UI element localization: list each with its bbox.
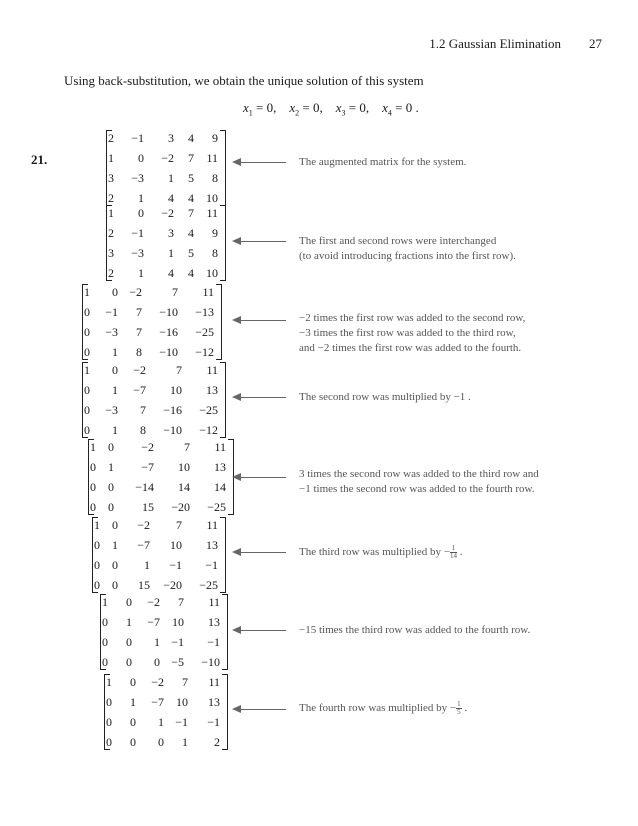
matrix-cell: 11 [208, 675, 220, 689]
matrix-cell: 1 [106, 675, 112, 689]
matrix-cell: −25 [199, 578, 218, 592]
step-annotation [299, 155, 466, 170]
matrix-cell: −1 [205, 558, 218, 572]
matrix-cell: 10 [176, 695, 188, 709]
matrix-cell: −2 [161, 151, 174, 165]
matrix-cell: 11 [206, 518, 218, 532]
matrix-cell: 4 [168, 191, 174, 205]
step-annotation [299, 234, 516, 264]
step-annotation [299, 311, 525, 356]
annotation-line: The augmented matrix for the system. [299, 156, 467, 168]
matrix-cell: 0 [108, 440, 114, 454]
augmented-matrix [92, 515, 226, 595]
annotation-line: 3 times the second row was added to the third row and [299, 468, 539, 480]
matrix-cell: 0 [84, 305, 90, 319]
matrix-cell: 1 [112, 345, 118, 359]
section-title: 1.2 Gaussian Elimination [429, 36, 561, 51]
annotation-line: The fourth row was multiplied by − $\frac{1}{5}$ . [299, 700, 468, 716]
matrix-cell: 1 [84, 285, 90, 299]
matrix-cell: −12 [199, 423, 218, 437]
matrix-cell: −5 [171, 655, 184, 669]
matrix-cell: 11 [214, 440, 226, 454]
matrix-cell: 11 [206, 151, 218, 165]
matrix-cell: 1 [138, 191, 144, 205]
matrix-cell: 0 [138, 206, 144, 220]
matrix-cell: 0 [94, 558, 100, 572]
matrix-cell: 0 [112, 558, 118, 572]
matrix-cell: −2 [161, 206, 174, 220]
matrix-cell: 9 [212, 131, 218, 145]
matrix-cell: 4 [188, 226, 194, 240]
matrix-cell: 10 [170, 538, 182, 552]
matrix-cell: 0 [130, 675, 136, 689]
matrix-cell: −1 [175, 715, 188, 729]
matrix-cell: 7 [184, 440, 190, 454]
matrix-cell: −25 [199, 403, 218, 417]
matrix-cell: −25 [207, 500, 226, 514]
step-annotation [299, 545, 463, 560]
solution-term: $x_1 = 0$, [243, 100, 277, 118]
matrix-cell: −7 [137, 538, 150, 552]
annotation-line: −2 times the first row was added to the second row, [299, 312, 526, 324]
matrix-cell: 7 [136, 305, 142, 319]
matrix-cell: 1 [90, 440, 96, 454]
matrix-cell: −1 [131, 226, 144, 240]
matrix-cell: 8 [136, 345, 142, 359]
matrix-cell: 0 [130, 715, 136, 729]
matrix-cell: 11 [208, 595, 220, 609]
matrix-cell: 0 [90, 480, 96, 494]
matrix-cell: 7 [140, 403, 146, 417]
matrix-cell: 0 [106, 735, 112, 749]
augmented-matrix [82, 360, 226, 440]
solution-term: $x_3 = 0$, [335, 100, 370, 118]
matrix-cell: 1 [144, 558, 150, 572]
intro-text: Using back-substitution, we obtain the unique solution of this system [64, 73, 424, 88]
matrix-cell: 7 [178, 595, 184, 609]
matrix-cell: −7 [147, 615, 160, 629]
matrix-cell: 7 [182, 675, 188, 689]
matrix-cell: 4 [168, 266, 174, 280]
annotation-line: −15 times the third row was added to the fourth row. [299, 624, 531, 636]
matrix-cell: −1 [169, 558, 182, 572]
solution-term: $x_2 = 0$, [289, 100, 323, 118]
matrix-cell: −25 [195, 325, 214, 339]
augmented-matrix [106, 203, 226, 283]
matrix-cell: 1 [84, 363, 90, 377]
annotation-line: The first and second rows were interchanged [299, 235, 497, 247]
augmented-matrix [100, 592, 228, 672]
matrix-cell: 0 [138, 151, 144, 165]
page-number: 27 [589, 36, 602, 51]
matrix-cell: −3 [105, 325, 118, 339]
matrix-cell: −10 [201, 655, 220, 669]
solution-term: $x_4 = 0$ . [382, 100, 419, 118]
matrix-cell: 4 [188, 131, 194, 145]
matrix-cell: 0 [84, 423, 90, 437]
annotation-line: −1 times the second row was added to the fourth row. [299, 483, 535, 495]
matrix-cell: 5 [188, 171, 194, 185]
matrix-cell: −2 [133, 363, 146, 377]
augmented-matrix [106, 128, 226, 208]
solution-line [243, 100, 419, 118]
matrix-cell: 0 [108, 500, 114, 514]
matrix-cell: 7 [176, 518, 182, 532]
matrix-cell: 13 [208, 615, 220, 629]
matrix-cell: −12 [195, 345, 214, 359]
matrix-cell: 10 [206, 266, 218, 280]
matrix-cell: −20 [163, 578, 182, 592]
matrix-cell: 14 [214, 480, 226, 494]
matrix-cell: 1 [168, 171, 174, 185]
matrix-cell: −1 [171, 635, 184, 649]
matrix-cell: 4 [188, 266, 194, 280]
fraction: $\frac{1}{14}$ [450, 544, 458, 560]
matrix-cell: 1 [138, 266, 144, 280]
augmented-matrix [82, 282, 222, 362]
matrix-cell: 3 [108, 171, 114, 185]
matrix-cell: 13 [206, 538, 218, 552]
matrix-cell: 0 [94, 578, 100, 592]
matrix-cell: 11 [202, 285, 214, 299]
matrix-cell: 1 [182, 735, 188, 749]
matrix-cell: −7 [133, 383, 146, 397]
running-header [429, 36, 602, 52]
matrix-cell: 10 [172, 615, 184, 629]
matrix-cell: 2 [108, 191, 114, 205]
step-annotation [299, 701, 467, 716]
matrix-cell: 1 [108, 460, 114, 474]
matrix-cell: 0 [84, 325, 90, 339]
matrix-cell: 0 [112, 518, 118, 532]
problem-number: 21. [31, 152, 48, 167]
matrix-cell: −1 [207, 635, 220, 649]
matrix-cell: −7 [151, 695, 164, 709]
matrix-cell: 2 [214, 735, 220, 749]
matrix-cell: 0 [108, 480, 114, 494]
step-annotation [299, 467, 539, 497]
matrix-cell: 0 [102, 635, 108, 649]
left-arrow-icon [240, 241, 286, 242]
matrix-cell: 0 [84, 383, 90, 397]
matrix-cell: 11 [206, 206, 218, 220]
matrix-cell: −7 [141, 460, 154, 474]
matrix-cell: 1 [130, 695, 136, 709]
matrix-cell: 1 [94, 518, 100, 532]
matrix-cell: 1 [154, 635, 160, 649]
matrix-cell: −3 [131, 171, 144, 185]
matrix-cell: 0 [102, 615, 108, 629]
matrix-cell: 0 [94, 538, 100, 552]
matrix-cell: 3 [108, 246, 114, 260]
matrix-cell: −14 [135, 480, 154, 494]
step-annotation [299, 623, 530, 638]
matrix-cell: 0 [106, 715, 112, 729]
matrix-cell: −13 [195, 305, 214, 319]
annotation-line: −3 times the first row was added to the third row, [299, 327, 516, 339]
matrix-cell: −10 [159, 305, 178, 319]
matrix-cell: −20 [171, 500, 190, 514]
step-annotation [299, 390, 471, 405]
annotation-line: The third row was multiplied by − $\frac{1}{14}$ . [299, 544, 463, 560]
matrix-cell: 15 [142, 500, 154, 514]
matrix-cell: 10 [178, 460, 190, 474]
matrix-cell: −1 [105, 305, 118, 319]
matrix-cell: 8 [212, 246, 218, 260]
matrix-cell: 7 [176, 363, 182, 377]
matrix-cell: 0 [130, 735, 136, 749]
matrix-cell: −2 [151, 675, 164, 689]
matrix-cell: −3 [131, 246, 144, 260]
matrix-cell: 1 [112, 383, 118, 397]
matrix-cell: 13 [206, 383, 218, 397]
matrix-cell: −1 [207, 715, 220, 729]
matrix-cell: −10 [159, 345, 178, 359]
annotation-line: The second row was multiplied by −1 . [299, 391, 471, 403]
augmented-matrix [88, 437, 234, 517]
matrix-cell: 1 [108, 151, 114, 165]
matrix-cell: 15 [138, 578, 150, 592]
matrix-cell: 13 [214, 460, 226, 474]
matrix-cell: 1 [168, 246, 174, 260]
fraction: $\frac{1}{5}$ [457, 700, 461, 716]
matrix-cell: 0 [126, 655, 132, 669]
matrix-cell: 1 [158, 715, 164, 729]
left-arrow-icon [240, 397, 286, 398]
matrix-cell: 0 [90, 460, 96, 474]
matrix-cell: 0 [84, 403, 90, 417]
augmented-matrix [104, 672, 228, 752]
matrix-cell: 2 [108, 226, 114, 240]
matrix-cell: 11 [206, 363, 218, 377]
matrix-cell: 10 [170, 383, 182, 397]
matrix-cell: −2 [147, 595, 160, 609]
matrix-cell: 0 [126, 595, 132, 609]
left-arrow-icon [240, 630, 286, 631]
matrix-cell: 1 [112, 538, 118, 552]
left-arrow-icon [240, 477, 286, 478]
matrix-cell: −2 [137, 518, 150, 532]
matrix-cell: 7 [136, 325, 142, 339]
matrix-cell: 0 [84, 345, 90, 359]
matrix-cell: 0 [158, 735, 164, 749]
matrix-cell: −1 [131, 131, 144, 145]
matrix-cell: 1 [126, 615, 132, 629]
matrix-cell: 13 [208, 695, 220, 709]
matrix-cell: 5 [188, 246, 194, 260]
matrix-cell: −16 [159, 325, 178, 339]
matrix-cell: 2 [108, 131, 114, 145]
matrix-cell: 0 [112, 363, 118, 377]
matrix-cell: −3 [105, 403, 118, 417]
matrix-cell: 10 [206, 191, 218, 205]
matrix-cell: 4 [188, 191, 194, 205]
left-arrow-icon [240, 320, 286, 321]
matrix-cell: 14 [178, 480, 190, 494]
matrix-cell: 0 [126, 635, 132, 649]
left-arrow-icon [240, 709, 286, 710]
matrix-cell: 1 [108, 206, 114, 220]
matrix-cell: 0 [106, 695, 112, 709]
matrix-cell: −16 [163, 403, 182, 417]
matrix-cell: 8 [212, 171, 218, 185]
matrix-cell: 0 [112, 285, 118, 299]
left-arrow-icon [240, 552, 286, 553]
matrix-cell: 2 [108, 266, 114, 280]
matrix-cell: 3 [168, 131, 174, 145]
matrix-cell: 0 [102, 655, 108, 669]
matrix-cell: 0 [154, 655, 160, 669]
matrix-cell: 8 [140, 423, 146, 437]
matrix-cell: 3 [168, 226, 174, 240]
annotation-line: (to avoid introducing fractions into the first row). [299, 250, 516, 262]
matrix-cell: 1 [112, 423, 118, 437]
matrix-cell: 7 [188, 151, 194, 165]
matrix-cell: 1 [102, 595, 108, 609]
matrix-cell: −10 [163, 423, 182, 437]
matrix-cell: 0 [90, 500, 96, 514]
matrix-cell: 7 [188, 206, 194, 220]
matrix-cell: −2 [141, 440, 154, 454]
annotation-line: and −2 times the first row was added to the fourth. [299, 342, 522, 354]
matrix-cell: 9 [212, 226, 218, 240]
matrix-cell: 7 [172, 285, 178, 299]
matrix-cell: −2 [129, 285, 142, 299]
matrix-cell: 0 [112, 578, 118, 592]
left-arrow-icon [240, 162, 286, 163]
